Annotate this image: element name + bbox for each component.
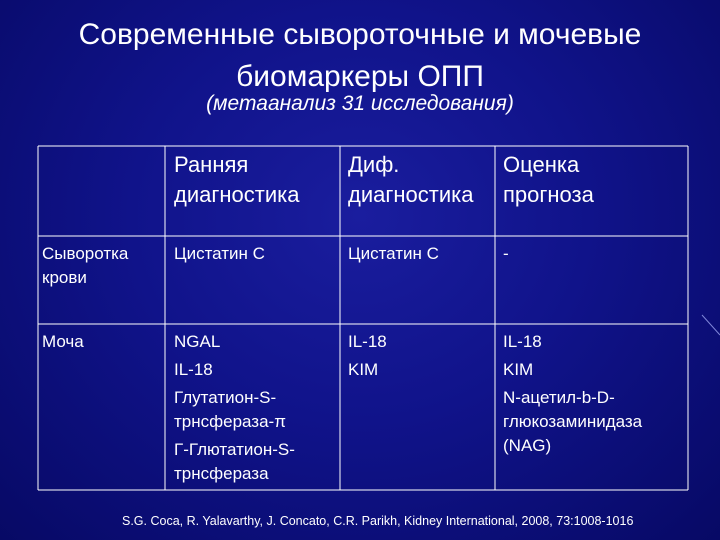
row-label-serum [42,242,128,290]
list-item: Г-Глютатион-S- [174,440,295,459]
list-item: N-ацетил-b-D- [503,388,615,407]
slide-subtitle: (метаанализ 31 исследования) [206,92,514,115]
list-item: IL-18 [174,360,213,379]
list-item: IL-18 [503,332,542,351]
list-item: KIM [503,360,534,379]
serum-early-cell: Цистатин С [174,244,265,263]
header-prognosis-line-2: прогноза [503,182,594,207]
header-early-diagnosis [174,150,299,210]
header-prognosis-line-1: Оценка [503,152,580,177]
citation: S.G. Coca, R. Yalavarthy, J. Concato, C.R. Parikh, Kidney International, 2008, 73:1008-1016 [122,514,634,528]
title-line-2: биомаркеры ОПП [236,60,484,93]
title-line-1: Современные сывороточные и мочевые [78,18,642,51]
list-item: трнсфераза-π [174,412,286,431]
list-item: KIM [348,360,379,379]
header-early-line-1: Ранняя [174,152,249,177]
list-item: трнсфераза [174,464,269,483]
header-prognosis [503,150,594,210]
row-label-serum-line-2: крови [42,268,87,287]
urine-differential-cell [348,330,387,382]
list-item: IL-18 [348,332,387,351]
header-early-line-2: диагностика [174,182,300,207]
list-item: глюкозаминидаза [503,412,643,431]
row-label-urine: Моча [42,332,84,351]
serum-prognosis-cell: - [503,244,509,263]
list-item: (NAG) [503,436,552,455]
header-differential-diagnosis [348,150,473,210]
urine-prognosis-cell [503,330,642,458]
urine-early-cell [174,330,295,486]
list-item: Глутатион-S- [174,388,277,407]
header-diff-line-1: Диф. [348,152,400,177]
serum-differential-cell: Цистатин С [348,244,439,263]
list-item: NGAL [174,332,221,351]
header-diff-line-2: диагностика [348,182,474,207]
row-label-serum-line-1: Сыворотка [42,244,129,263]
